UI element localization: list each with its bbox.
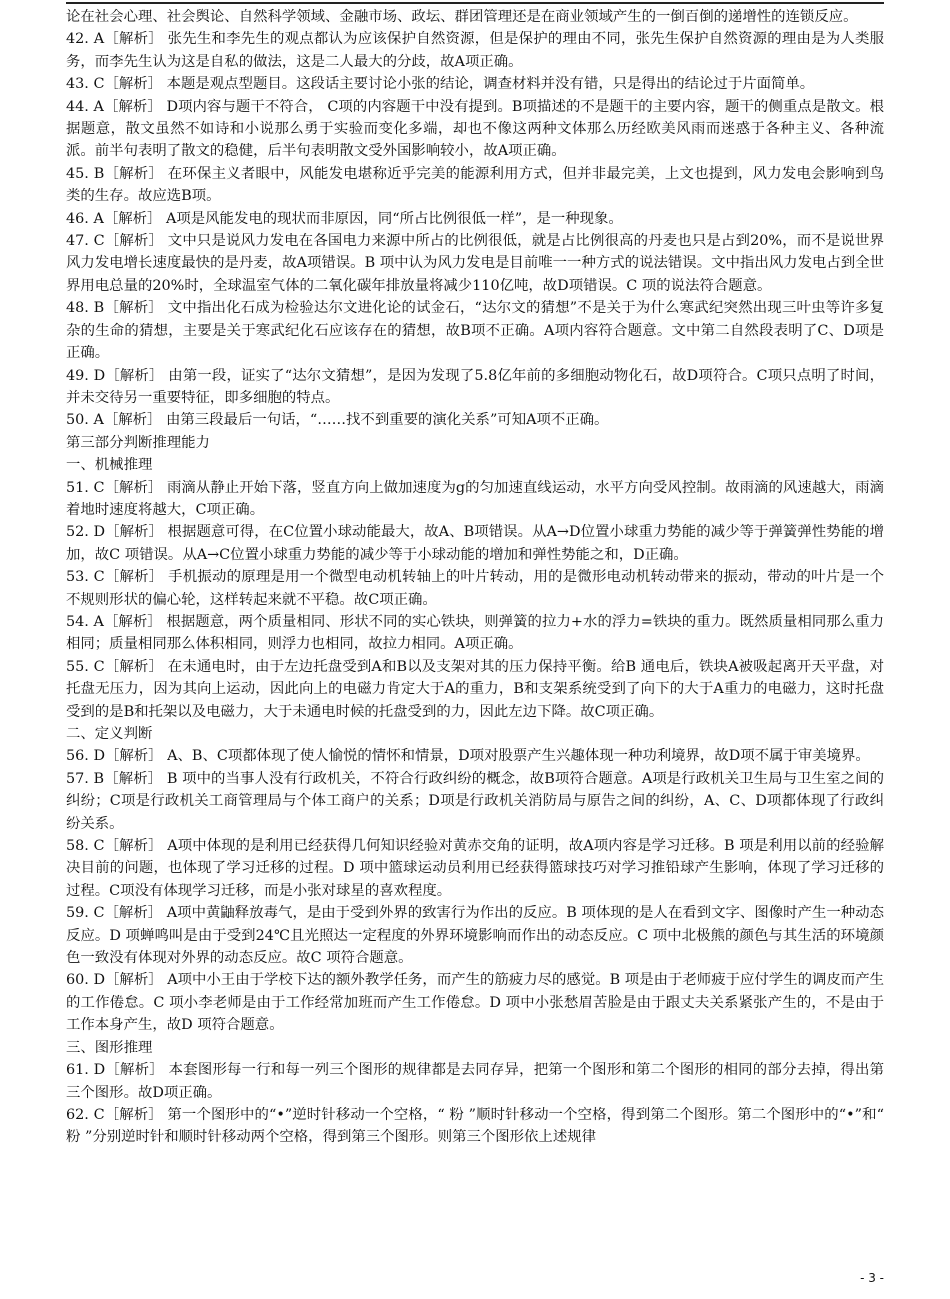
page-number: - 3 - — [860, 1271, 884, 1285]
answer-53: 53. C［解析］ 手机振动的原理是用一个微型电动机转轴上的叶片转动，用的是微形电动机转动带来的振动，带动的叶片是一个不规则形状的偏心轮，这样转起来就不平稳。故C项正确。 — [66, 569, 884, 608]
answer-47: 47. C［解析］ 文中只是说风力发电在各国电力来源中所占的比例很低，就是占比例很高的丹麦也只是占到20%，而不是说世界风力发电增长速度最快的是丹麦，故A项错误。B 项中认为风力发电是目前唯一一种方式的说法错误。文中指出风力发电占到全世界用电总量的20%时，全球温室气体的二氧化碳年排放量将减少110亿吨，故D项错误。C 项的说法符合题意。 — [66, 233, 884, 294]
answer-45: 45. B［解析］ 在环保主义者眼中，风能发电堪称近乎完美的能源利用方式，但并非最完美，上文也提到，风力发电会影响到鸟类的生存。故应选B项。 — [66, 165, 884, 205]
answer-62: 62. C［解析］ 第一个图形中的“•”逆时针移动一个空格，“ 粉 ”顺时针移动一个空格，得到第二个图形。第二个图形中的“•”和“ 粉 ”分别逆时针和顺时针移动两个空格，得到第三个图形。则第三个图形依上述规律 — [66, 1106, 884, 1146]
answer-58: 58. C［解析］ A项中体现的是利用已经获得几何知识经验对黄赤交角的证明，故A项内容是学习迁移。B 项是利用以前的经验解决目前的问题，也体现了学习迁移的过程。D 项中篮球运动员利用已经获得篮球技巧对学习推铅球产生影响，体现了学习迁移的过程。C项没有体现学习迁移，而是小张对球星的喜欢程度。 — [66, 838, 884, 899]
answer-51: 51. C［解析］ 雨滴从静止开始下落，竖直方向上做加速度为g的匀加速直线运动，水平方向受风控制。故雨滴的风速越大，雨滴着地时速度将越大，C项正确。 — [66, 479, 884, 518]
answer-49: 49. D［解析］ 由第一段，证实了“达尔文猜想”，是因为发现了5.8亿年前的多细胞动物化石，故D项符合。C项只点明了时间，并未交待另一重要特征，即多细胞的特点。 — [66, 367, 884, 406]
answer-48: 48. B［解析］ 文中指出化石成为检验达尔文进化论的试金石，“达尔文的猜想”不是关于为什么寒武纪突然出现三叶虫等许多复杂的生命的猜想，主要是关于寒武纪化石应该存在的猜想，故B项不正确。A项内容符合题意。文中第二自然段表明了C、D项是正确。 — [66, 300, 884, 362]
answer-52: 52. D［解析］ 根据题意可得，在C位置小球动能最大，故A、B项错误。从A→D位置小球重力势能的减少等于弹簧弹性势能的增加，故C 项错误。从A→C位置小球重力势能的减少等于小球动能的增加和弹性势能之和，D正确。 — [66, 524, 884, 563]
part-heading: 第三部分判断推理能力 — [66, 434, 210, 451]
answer-60: 60. D［解析］ A项中小王由于学校下达的额外教学任务，而产生的筋疲力尽的感觉。B 项是由于老师疲于应付学生的调皮而产生的工作倦怠。C 项小李老师是由于工作经常加班而产生工作倦怠。D 项中小张愁眉苦脸是由于跟丈夫关系紧张产生的，不是由于工作本身产生，故D 项符合题意。 — [66, 972, 884, 1034]
answer-61: 61. D［解析］ 本套图形每一行和每一列三个图形的规律都是去同存异，把第一个图形和第二个图形的相同的部分去掉，得出第三个图形。故D项正确。 — [66, 1062, 884, 1101]
answer-55: 55. C［解析］ 在未通电时，由于左边托盘受到A和B以及支架对其的压力保持平衡。给B 通电后，铁块A被吸起离开天平盘，对托盘无压力，因为其向上运动，因此向上的电磁力肯定大于A的重力，B和支架系统受到了向下的大于A重力的电磁力，这时托盘受到的是B和托架以及电磁力，大于未通电时候的托盘受到的力，因此左边下降。故C项正确。 — [66, 658, 884, 720]
answer-46: 46. A［解析］ A项是风能发电的现状而非原因，同“所占比例很低一样”，是一种现象。 — [66, 210, 623, 227]
section-heading-figure: 三、图形推理 — [66, 1039, 153, 1056]
answer-50: 50. A［解析］ 由第三段最后一句话，“……找不到重要的演化关系”可知A项不正确。 — [66, 412, 609, 429]
answer-42: 42. A［解析］ 张先生和李先生的观点都认为应该保护自然资源，但是保护的理由不同，张先生保护自然资源的理由是为人类服务，而李先生认为这是自私的做法，这是二人最大的分歧，故A项正确。 — [66, 31, 884, 70]
paragraph-continuation: 论在社会心理、社会舆论、自然科学领域、金融市场、政坛、群团管理还是在商业领域产生的一倒百倒的递增性的连锁反应。 — [66, 9, 858, 25]
section-heading-mechanical: 一、机械推理 — [66, 457, 153, 474]
answer-44: 44. A［解析］ D项内容与题干不符合， C项的内容题干中没有提到。B项描述的不是题干的主要内容，题干的侧重点是散文。根据题意，散文虽然不如诗和小说那么勇于实验而变化多端，却也不像这两种文体那么历经欧美风雨而迷惑于各种主义、各种流派。前半句表明了散文的稳健，后半句表明散文受外国影响较小，故A项正确。 — [66, 98, 884, 160]
answer-59: 59. C［解析］ A项中黄鼬释放毒气，是由于受到外界的致害行为作出的反应。B 项体现的是人在看到文字、图像时产生一种动态反应。D 项蝉鸣叫是由于受到24℃且光照达一定程度的外界环境影响而作出的动态反应。C 项中北极熊的颜色与其生活的环境颜色一致没有体现对外界的动态反应。故C 项符合题意。 — [66, 905, 884, 967]
top-rule — [66, 2, 884, 4]
document-body — [66, 6, 884, 1149]
answer-56: 56. D［解析］ A、B、C项都体现了使人愉悦的情怀和情景，D项对股票产生兴趣体现一种功利境界，故D项不属于审美境界。 — [66, 748, 870, 765]
answer-57: 57. B［解析］ B 项中的当事人没有行政机关，不符合行政纠纷的概念，故B项符合题意。A项是行政机关卫生局与卫生室之间的纠纷；C项是行政机关工商管理局与个体工商户的关系；D项是行政机关消防局与原告之间的纠纷，A、C、D项都体现了行政纠纷关系。 — [66, 770, 884, 832]
answer-43: 43. C［解析］ 本题是观点型题目。这段话主要讨论小张的结论，调查材料并没有错，只是得出的结论过于片面简单。 — [66, 76, 815, 93]
section-heading-definition: 二、定义判断 — [66, 726, 153, 742]
answer-54: 54. A［解析］ 根据题意，两个质量相同、形状不同的实心铁块，则弹簧的拉力+水的浮力=铁块的重力。既然质量相同那么重力相同；质量相同那么体积相同，则浮力也相同，故拉力相同。A项正确。 — [66, 613, 884, 653]
